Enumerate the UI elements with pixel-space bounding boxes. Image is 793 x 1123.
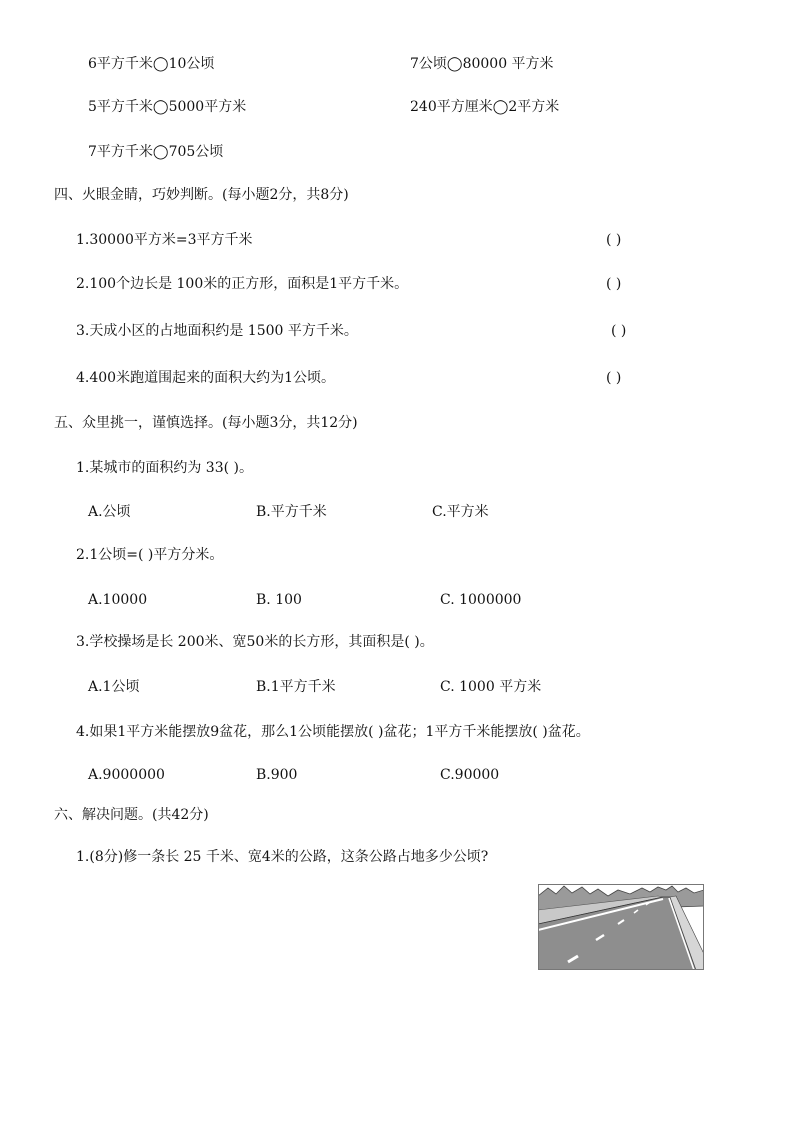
answer-bracket: ( ) (606, 232, 622, 248)
answer-bracket: ( ) (606, 370, 622, 386)
question-stem: 3.学校操场是长 200米、宽50米的长方形，其面积是( )。 (76, 634, 434, 650)
road-illustration (538, 884, 704, 970)
compare-item: 6平方千米◯10公顷 (88, 56, 215, 72)
option: A.9000000 (88, 767, 165, 783)
option: A.1公顷 (88, 679, 140, 695)
answer-bracket: ( ) (611, 323, 627, 339)
option: C.90000 (440, 767, 500, 783)
question-stem: 2.1公顷=( )平方分米。 (76, 547, 224, 563)
option: C. 1000 平方米 (440, 679, 542, 695)
option: B.1平方千米 (256, 679, 336, 695)
compare-item: 240平方厘米◯2平方米 (410, 99, 560, 115)
question-stem: 1.某城市的面积约为 33( )。 (76, 460, 253, 476)
compare-item: 7平方千米◯705公顷 (88, 144, 224, 160)
section-heading: 四、火眼金睛，巧妙判断。(每小题2分，共8分) (54, 187, 349, 203)
compare-item: 5平方千米◯5000平方米 (88, 99, 247, 115)
option: B. 100 (256, 592, 302, 608)
compare-item: 7公顷◯80000 平方米 (410, 56, 554, 72)
section-heading: 五、众里挑一，谨慎选择。(每小题3分，共12分) (54, 415, 358, 431)
section-heading: 六、解决问题。(共42分) (54, 807, 209, 823)
judge-item: 3.天成小区的占地面积约是 1500 平方千米。 (76, 323, 358, 339)
option: A.10000 (88, 592, 148, 608)
option: A.公顷 (88, 504, 131, 520)
option: C. 1000000 (440, 592, 522, 608)
question-stem: 4.如果1平方米能摆放9盆花，那么1公顷能摆放( )盆花；1平方千米能摆放( )盆花。 (76, 724, 590, 740)
option: C.平方米 (432, 504, 489, 520)
option: B.平方千米 (256, 504, 327, 520)
judge-item: 2.100个边长是 100米的正方形，面积是1平方千米。 (76, 276, 409, 292)
judge-item: 4.400米跑道围起来的面积大约为1公顷。 (76, 370, 335, 386)
option: B.900 (256, 767, 298, 783)
problem-text: 1.(8分)修一条长 25 千米、宽4米的公路，这条公路占地多少公顷? (76, 849, 489, 865)
judge-item: 1.30000平方米=3平方千米 (76, 232, 253, 248)
answer-bracket: ( ) (606, 276, 622, 292)
